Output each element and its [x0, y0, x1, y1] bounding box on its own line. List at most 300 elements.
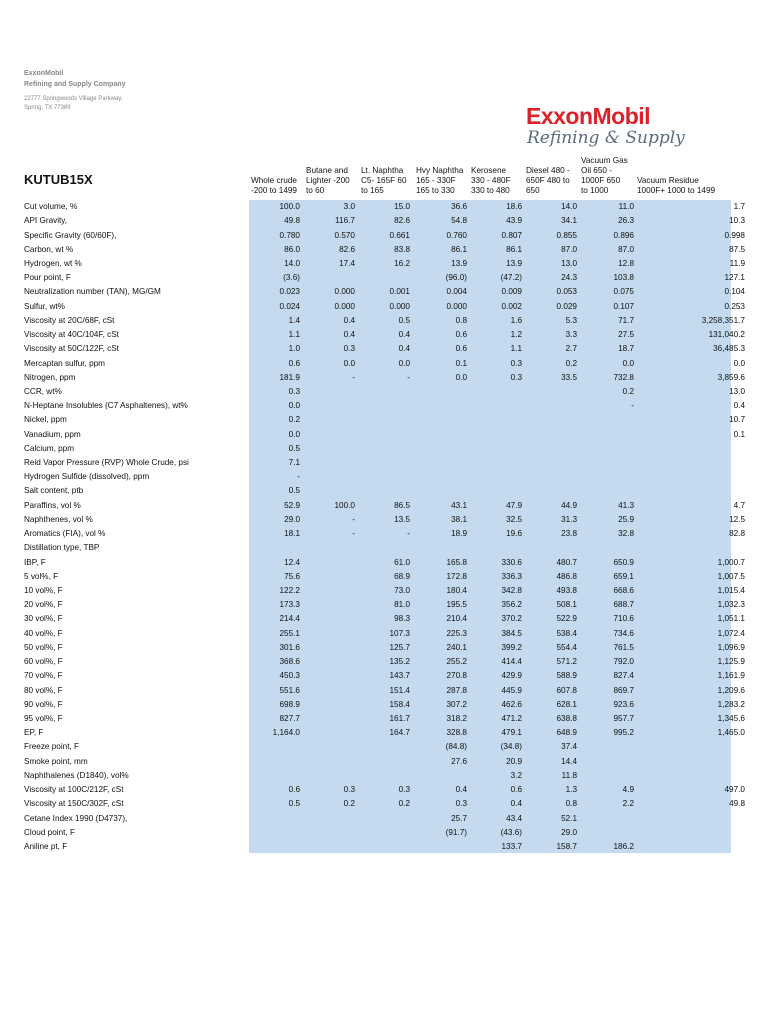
table-cell: [579, 484, 636, 498]
table-row: [24, 399, 747, 413]
row-label: Naphthalenes (D1840), vol%: [24, 770, 129, 780]
table-cell: [469, 442, 524, 456]
table-cell: 71.7: [618, 315, 634, 325]
column-header: [416, 166, 463, 196]
table-cell: [636, 769, 747, 783]
table-cell: 445.9: [501, 685, 522, 695]
table-cell: -: [352, 529, 355, 539]
table-cell: 0.896: [613, 230, 634, 240]
table-cell: 43.4: [506, 813, 522, 823]
table-cell: 1,209.6: [717, 685, 745, 695]
table-cell: [412, 840, 469, 854]
table-cell: 255.1: [279, 628, 300, 638]
row-label: Nickel, ppm: [24, 415, 67, 425]
table-cell: 1,015.4: [717, 586, 745, 596]
table-cell: [302, 385, 357, 399]
table-row: [24, 413, 747, 427]
row-label: Nitrogen, ppm: [24, 372, 76, 382]
table-cell: 1.3: [565, 785, 577, 795]
table-cell: 13.9: [451, 258, 467, 268]
table-cell: 0.001: [389, 287, 410, 297]
table-cell: 0.6: [510, 785, 522, 795]
row-label: 30 vol%, F: [24, 614, 63, 624]
table-cell: 0.2: [565, 358, 577, 368]
table-cell: 172.8: [446, 571, 467, 581]
row-label: Cloud point, F: [24, 827, 75, 837]
table-cell: 82.8: [729, 529, 745, 539]
assay-table: [24, 200, 747, 854]
table-cell: 471.2: [501, 713, 522, 723]
table-cell: [469, 541, 524, 555]
table-row: [24, 783, 747, 797]
table-cell: 1,283.2: [717, 699, 745, 709]
table-cell: 0.0: [622, 358, 634, 368]
table-cell: [636, 484, 747, 498]
table-cell: [636, 442, 747, 456]
table-cell: [357, 541, 412, 555]
table-cell: [412, 428, 469, 442]
row-label: Viscosity at 40C/104F, cSt: [24, 330, 119, 340]
table-cell: 1.0: [288, 344, 300, 354]
table-row: [24, 726, 747, 740]
table-cell: 0.0: [288, 401, 300, 411]
table-cell: [579, 413, 636, 427]
table-cell: 32.5: [506, 514, 522, 524]
table-cell: [357, 470, 412, 484]
table-cell: [249, 826, 302, 840]
table-cell: 75.6: [284, 571, 300, 581]
table-cell: [412, 456, 469, 470]
table-cell: [357, 399, 412, 413]
table-cell: 87.0: [561, 244, 577, 254]
table-cell: 0.3: [510, 358, 522, 368]
table-cell: [302, 641, 357, 655]
table-row: [24, 442, 747, 456]
table-cell: [357, 811, 412, 825]
table-cell: 0.0: [455, 372, 467, 382]
table-cell: 1,032.3: [717, 600, 745, 610]
table-cell: [249, 840, 302, 854]
table-cell: 399.2: [501, 642, 522, 652]
table-cell: 462.6: [501, 699, 522, 709]
table-cell: 38.1: [451, 514, 467, 524]
column-header-line: Butane and: [306, 166, 348, 175]
table-cell: [636, 826, 747, 840]
table-cell: 328.8: [446, 728, 467, 738]
row-label: Aromatics (FIA), vol %: [24, 529, 106, 539]
table-cell: 384.5: [501, 628, 522, 638]
table-cell: 54.8: [451, 216, 467, 226]
table-cell: 0.5: [288, 443, 300, 453]
table-cell: 1,465.0: [717, 728, 745, 738]
table-cell: 143.7: [389, 671, 410, 681]
table-cell: [302, 399, 357, 413]
row-label: 40 vol%, F: [24, 628, 63, 638]
table-cell: 5.3: [565, 315, 577, 325]
table-cell: (84.8): [445, 742, 467, 752]
table-row: [24, 555, 747, 569]
table-cell: [357, 456, 412, 470]
row-label: 10 vol%, F: [24, 586, 63, 596]
table-cell: 1.6: [510, 315, 522, 325]
table-cell: [357, 826, 412, 840]
table-cell: [524, 484, 579, 498]
row-label: Viscosity at 20C/68F, cSt: [24, 315, 115, 325]
table-cell: 356.2: [501, 600, 522, 610]
table-cell: [636, 840, 747, 854]
table-cell: 20.9: [506, 756, 522, 766]
table-cell: 1.1: [510, 344, 522, 354]
logo-brand: ExxonMobil: [526, 103, 651, 129]
table-cell: 100.0: [334, 500, 355, 510]
row-label: EP, F: [24, 728, 44, 738]
table-cell: 1,164.0: [272, 728, 300, 738]
table-cell: 2.7: [565, 344, 577, 354]
row-label: Paraffins, vol %: [24, 500, 81, 510]
table-cell: 11.8: [561, 770, 577, 780]
table-cell: 0.8: [565, 799, 577, 809]
table-row: [24, 314, 747, 328]
table-cell: 336.3: [501, 571, 522, 581]
table-cell: 0.000: [446, 301, 467, 311]
column-header-line: Whole crude: [251, 176, 297, 185]
table-cell: [357, 442, 412, 456]
column-header-line: to 1000: [581, 186, 609, 195]
company-info: [24, 68, 126, 113]
table-cell: 270.8: [446, 671, 467, 681]
table-row: [24, 669, 747, 683]
table-cell: 827.7: [279, 713, 300, 723]
table-cell: [357, 484, 412, 498]
table-cell: 12.4: [284, 557, 300, 567]
table-cell: 98.3: [394, 614, 410, 624]
table-cell: 107.3: [389, 628, 410, 638]
table-cell: 3.2: [510, 770, 522, 780]
table-row: [24, 584, 747, 598]
table-cell: 133.7: [501, 841, 522, 851]
table-cell: [357, 769, 412, 783]
column-header-line: Lt. Naphtha: [361, 166, 404, 175]
table-row: [24, 570, 747, 584]
row-label: 95 vol%, F: [24, 713, 63, 723]
table-cell: 29.0: [284, 514, 300, 524]
table-cell: 0.1: [455, 358, 467, 368]
row-label: Specific Gravity (60/60F),: [24, 230, 117, 240]
table-cell: (91.7): [445, 827, 467, 837]
table-cell: 31.3: [561, 514, 577, 524]
table-cell: 0.004: [446, 287, 467, 297]
table-cell: 25.7: [451, 813, 467, 823]
table-cell: 49.8: [284, 216, 300, 226]
table-row: [24, 627, 747, 641]
row-label: 90 vol%, F: [24, 699, 63, 709]
table-cell: 3,258,351.7: [701, 315, 745, 325]
table-cell: 82.6: [339, 244, 355, 254]
table-cell: 1.4: [288, 315, 300, 325]
table-cell: [412, 413, 469, 427]
table-cell: 86.0: [284, 244, 300, 254]
table-cell: 307.2: [446, 699, 467, 709]
table-row: [24, 257, 747, 271]
table-cell: 33.5: [561, 372, 577, 382]
table-cell: 551.6: [279, 685, 300, 695]
table-cell: 127.1: [724, 273, 745, 283]
table-cell: 27.6: [451, 756, 467, 766]
table-cell: 554.4: [556, 642, 577, 652]
table-cell: 710.6: [613, 614, 634, 624]
table-cell: 0.002: [501, 301, 522, 311]
table-cell: 87.0: [618, 244, 634, 254]
table-row: [24, 499, 747, 513]
table-cell: 628.1: [556, 699, 577, 709]
table-cell: 37.4: [561, 742, 577, 752]
table-cell: 18.7: [618, 344, 634, 354]
table-cell: 210.4: [446, 614, 467, 624]
table-row: [24, 641, 747, 655]
row-label: Viscosity at 100C/212F, cSt: [24, 785, 124, 795]
table-cell: [249, 769, 302, 783]
table-cell: 0.107: [613, 301, 634, 311]
table-cell: 86.5: [394, 500, 410, 510]
table-cell: 698.9: [279, 699, 300, 709]
table-cell: [249, 541, 302, 555]
column-header: [306, 166, 350, 196]
table-cell: [412, 399, 469, 413]
table-row: [24, 797, 747, 811]
table-cell: [636, 541, 747, 555]
table-cell: [302, 683, 357, 697]
table-cell: [249, 811, 302, 825]
logo-subtitle: Refining & Supply: [527, 128, 685, 148]
table-cell: [302, 712, 357, 726]
exxonmobil-logo: [526, 104, 736, 149]
table-cell: 10.7: [729, 415, 745, 425]
table-cell: 792.0: [613, 657, 634, 667]
table-cell: 122.2: [279, 586, 300, 596]
table-cell: [357, 840, 412, 854]
table-cell: 648.9: [556, 728, 577, 738]
table-cell: [579, 811, 636, 825]
table-cell: 43.1: [451, 500, 467, 510]
table-cell: 47.9: [506, 500, 522, 510]
table-cell: 19.6: [506, 529, 522, 539]
row-label: Salt content, ptb: [24, 486, 84, 496]
table-row: [24, 428, 747, 442]
table-cell: 186.2: [613, 841, 634, 851]
table-cell: 158.4: [389, 699, 410, 709]
table-cell: -: [407, 372, 410, 382]
row-label: Aniline pt, F: [24, 841, 68, 851]
table-cell: 181.9: [279, 372, 300, 382]
table-cell: [524, 385, 579, 399]
table-cell: [579, 456, 636, 470]
table-cell: [469, 428, 524, 442]
column-header-line: 165 to 330: [416, 186, 455, 195]
row-label: Vanadium, ppm: [24, 429, 81, 439]
column-header: [637, 176, 715, 196]
table-cell: 0.024: [279, 301, 300, 311]
table-row: [24, 811, 747, 825]
table-cell: [302, 442, 357, 456]
table-cell: 0.3: [455, 799, 467, 809]
table-cell: 164.7: [389, 728, 410, 738]
table-cell: 1,072.4: [717, 628, 745, 638]
table-cell: 923.6: [613, 699, 634, 709]
table-cell: [412, 484, 469, 498]
table-cell: 0.2: [288, 415, 300, 425]
table-cell: 18.6: [506, 202, 522, 212]
table-cell: [579, 740, 636, 754]
table-cell: 161.7: [389, 713, 410, 723]
row-label: Reid Vapor Pressure (RVP) Whole Crude, psi: [24, 458, 189, 468]
table-cell: 1,000.7: [717, 557, 745, 567]
row-label: Cetane Index 1990 (D4737),: [24, 813, 128, 823]
row-label: Distillation type, TBP: [24, 543, 100, 553]
table-cell: 0.029: [556, 301, 577, 311]
row-label: API Gravity,: [24, 216, 68, 226]
table-cell: 81.0: [394, 600, 410, 610]
table-cell: (96.0): [445, 273, 467, 283]
table-cell: [524, 541, 579, 555]
table-row: [24, 698, 747, 712]
table-cell: 0.6: [288, 358, 300, 368]
table-cell: 1.1: [288, 330, 300, 340]
table-cell: 0.6: [455, 330, 467, 340]
table-cell: [357, 385, 412, 399]
table-cell: 479.1: [501, 728, 522, 738]
table-cell: 240.1: [446, 642, 467, 652]
table-cell: [249, 740, 302, 754]
table-cell: 1.7: [733, 202, 745, 212]
table-cell: 13.0: [561, 258, 577, 268]
row-label: CCR, wt%: [24, 386, 62, 396]
table-cell: [579, 541, 636, 555]
table-cell: 13.9: [506, 258, 522, 268]
row-label: Mercaptan sulfur, ppm: [24, 358, 106, 368]
table-cell: [302, 271, 357, 285]
row-label: 20 vol%, F: [24, 600, 63, 610]
table-cell: 497.0: [724, 785, 745, 795]
table-cell: 0.855: [556, 230, 577, 240]
table-cell: 11.9: [729, 258, 745, 268]
table-cell: 0.661: [389, 230, 410, 240]
table-row: [24, 541, 747, 555]
table-cell: [302, 541, 357, 555]
row-label: Viscosity at 50C/122F, cSt: [24, 344, 119, 354]
table-cell: 0.000: [389, 301, 410, 311]
table-cell: [579, 470, 636, 484]
table-cell: 14.0: [561, 202, 577, 212]
table-cell: 0.4: [343, 330, 355, 340]
row-label: Neutralization number (TAN), MG/GM: [24, 287, 161, 297]
table-cell: [524, 428, 579, 442]
table-cell: [636, 740, 747, 754]
assay-title: KUTUB15X: [24, 172, 93, 187]
table-cell: [302, 555, 357, 569]
table-cell: [524, 413, 579, 427]
address-line-2: Spring, TX 77389: [24, 105, 71, 111]
table-cell: 0.780: [279, 230, 300, 240]
table-row: [24, 470, 747, 484]
table-cell: 301.6: [279, 642, 300, 652]
table-cell: 14.0: [284, 258, 300, 268]
table-cell: [524, 470, 579, 484]
table-cell: [302, 627, 357, 641]
column-header: [251, 176, 297, 196]
table-cell: 0.3: [288, 386, 300, 396]
table-cell: 368.6: [279, 657, 300, 667]
table-cell: 0.009: [501, 287, 522, 297]
row-label: N-Heptane Insolubles (C7 Asphaltenes), wt%: [24, 401, 188, 411]
column-header: [471, 166, 511, 196]
table-cell: [302, 698, 357, 712]
table-cell: 1,051.1: [717, 614, 745, 624]
column-header-line: Hvy Naphtha: [416, 166, 464, 175]
table-cell: [524, 456, 579, 470]
table-cell: 34.1: [561, 216, 577, 226]
table-cell: -: [352, 372, 355, 382]
table-cell: 508.1: [556, 600, 577, 610]
table-cell: 116.7: [335, 216, 355, 226]
table-cell: 638.8: [556, 713, 577, 723]
table-cell: 36,485.3: [713, 344, 745, 354]
table-cell: [524, 399, 579, 413]
table-cell: 0.3: [343, 785, 355, 795]
table-cell: 43.9: [506, 216, 522, 226]
table-cell: [636, 755, 747, 769]
table-cell: 414.4: [501, 657, 522, 667]
table-cell: [302, 669, 357, 683]
table-cell: [302, 584, 357, 598]
table-cell: 607.8: [556, 685, 577, 695]
table-cell: 429.9: [501, 671, 522, 681]
table-row: [24, 385, 747, 399]
table-cell: 0.104: [724, 287, 745, 297]
table-cell: 103.8: [613, 273, 634, 283]
table-cell: 493.8: [556, 586, 577, 596]
column-header-line: 650F 480 to: [526, 176, 570, 185]
table-row: [24, 612, 747, 626]
column-header: [526, 166, 570, 196]
table-row: [24, 214, 747, 228]
table-cell: [302, 740, 357, 754]
table-cell: [469, 399, 524, 413]
table-cell: [579, 755, 636, 769]
table-cell: 0.2: [398, 799, 410, 809]
table-cell: 86.1: [451, 244, 467, 254]
table-cell: (34.8): [500, 742, 522, 752]
company-division: Refining and Supply Company: [24, 81, 126, 88]
table-cell: 0.3: [398, 785, 410, 795]
column-header-line: Diesel 480 -: [526, 166, 570, 175]
table-row: [24, 840, 747, 854]
table-cell: [302, 826, 357, 840]
table-cell: [469, 484, 524, 498]
table-cell: 0.0: [288, 429, 300, 439]
table-cell: 0.998: [724, 230, 745, 240]
table-cell: 18.1: [284, 529, 300, 539]
table-cell: [412, 470, 469, 484]
table-cell: [302, 840, 357, 854]
table-cell: 151.4: [389, 685, 410, 695]
table-cell: 538.4: [556, 628, 577, 638]
table-cell: 0.6: [455, 344, 467, 354]
table-cell: 0.4: [398, 330, 410, 340]
table-cell: 0.4: [510, 799, 522, 809]
table-row: [24, 826, 747, 840]
table-cell: 13.5: [394, 514, 410, 524]
table-cell: 486.8: [556, 571, 577, 581]
